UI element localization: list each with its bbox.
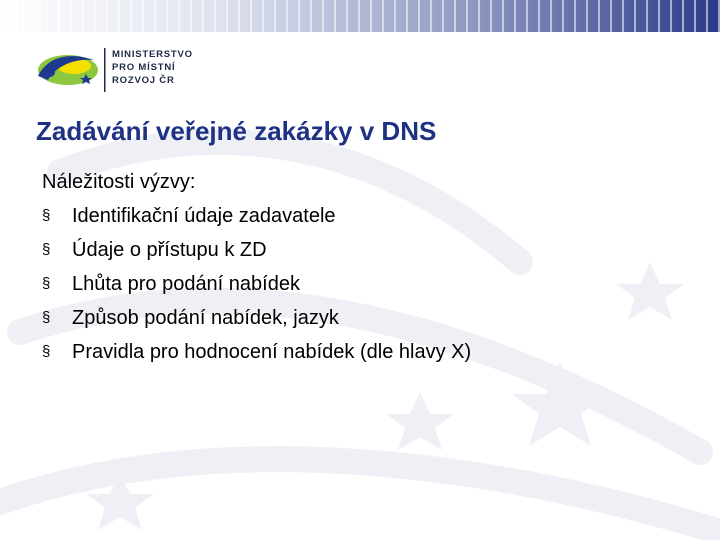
slide-title: Zadávání veřejné zakázky v DNS (36, 116, 437, 146)
section-bullet-icon: § (42, 275, 51, 292)
list-item (42, 238, 471, 272)
logo-text-line: ROZVOJ ČR (112, 75, 175, 86)
list-item (42, 306, 471, 340)
top-decorative-band (0, 0, 720, 32)
list-item-text: Pravidla pro hodnocení nabídek (dle hlavy X) (72, 341, 472, 363)
list-item-text: Lhůta pro podání nabídek (72, 273, 300, 295)
logo-text-line: MINISTERSTVO (112, 49, 193, 60)
intro-text: Náležitosti výzvy: (42, 171, 196, 193)
logo-text-line: PRO MÍSTNÍ (112, 62, 176, 73)
list-item-text: Údaje o přístupu k ZD (72, 239, 267, 261)
list-item (42, 204, 471, 238)
logo-divider (104, 48, 106, 92)
section-bullet-icon: § (42, 309, 51, 326)
section-bullet-icon: § (42, 207, 51, 224)
logo-text (112, 48, 193, 87)
list-item-text: Identifikační údaje zadavatele (72, 205, 336, 227)
section-bullet-icon: § (42, 241, 51, 258)
list-item (42, 272, 471, 306)
list-item-text: Způsob podání nabídek, jazyk (72, 307, 339, 329)
section-bullet-icon: § (42, 343, 51, 360)
slide-content (42, 170, 471, 374)
bullet-list (42, 204, 471, 374)
list-item (42, 340, 471, 374)
